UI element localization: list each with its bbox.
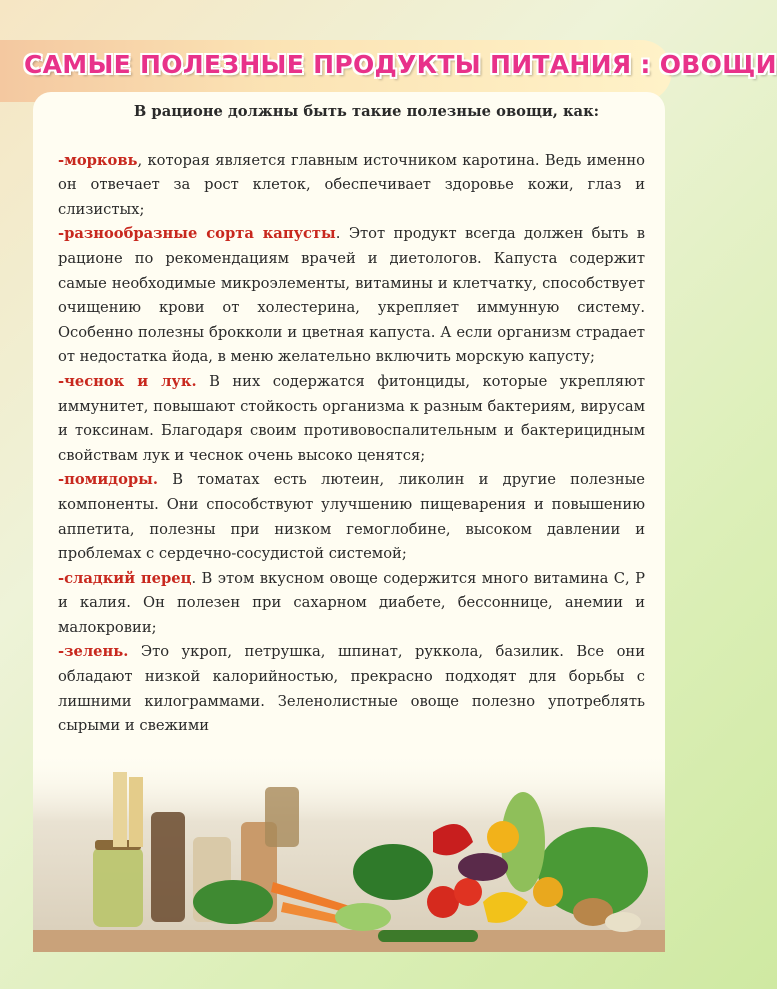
article-body xyxy=(58,100,645,739)
item-greens xyxy=(58,640,645,738)
item-keyword: -зелень. xyxy=(58,643,129,661)
item-text: , которая является главным источником каротина. Ведь именно он отвечает за рост клеток, обеспечивает здоровье кожи, глаз и слизистых; xyxy=(58,151,645,218)
item-keyword: -помидоры. xyxy=(58,471,158,489)
item-carrot xyxy=(58,149,645,223)
item-text: В томатах есть лютеин, ликолин и другие полезные компоненты. Они способствуют улучшению пищеварения и повышению аппетита, полезны при низком гемоглобине, высоком давлении и проблемах с сердечно-сосудистой системой; xyxy=(58,471,645,563)
item-keyword: -морковь xyxy=(58,151,138,169)
item-keyword: -чеснок и лук. xyxy=(58,372,197,390)
item-text: . В этом вкусном овоще содержится много витамина С, Р и калия. Он полезен при сахарном диабете, бессоннице, анемии и малокровии; xyxy=(58,569,645,636)
item-garlic-onion xyxy=(58,370,645,468)
item-keyword: -сладкий перец xyxy=(58,569,192,587)
page-title: САМЫЕ ПОЛЕЗНЫЕ ПРОДУКТЫ ПИТАНИЯ : ОВОЩИ xyxy=(24,50,777,79)
item-text: В них содержатся фитонциды, которые укрепляют иммунитет, повышают стойкость организма к разным бактериям, вирусам и токсинам. Благодаря своим противовоспалительным и бактерицидным свойствам лук и чеснок очень высоко ценятся; xyxy=(58,372,645,464)
item-keyword: -разнообразные сорта капусты xyxy=(58,225,336,243)
intro-line: В рационе должны быть такие полезные овощи, как: xyxy=(133,103,600,120)
item-text: Это укроп, петрушка, шпинат, руккола, базилик. Все они обладают низкой калорийностью, прекрасно подходят для борьбы с лишними килограммами. Зеленолистные овоще полезно употреблять сырыми и свежими xyxy=(58,643,645,735)
item-text: . Этот продукт всегда должен быть в рационе по рекомендациям врачей и диетологов. Капуста содержит самые необходимые микроэлементы, витамины и клетчатку, способствует очищению крови от холестерина, укрепляет иммунную систему. Особенно полезны брокколи и цветная капуста. А если организм страдает от недостатка йода, в меню желательно включить морскую капусту; xyxy=(58,225,645,366)
item-sweet-pepper xyxy=(58,567,645,641)
vegetables-illustration xyxy=(33,752,665,952)
content-card xyxy=(33,92,665,952)
item-cabbage xyxy=(58,222,645,370)
item-tomatoes xyxy=(58,468,645,566)
